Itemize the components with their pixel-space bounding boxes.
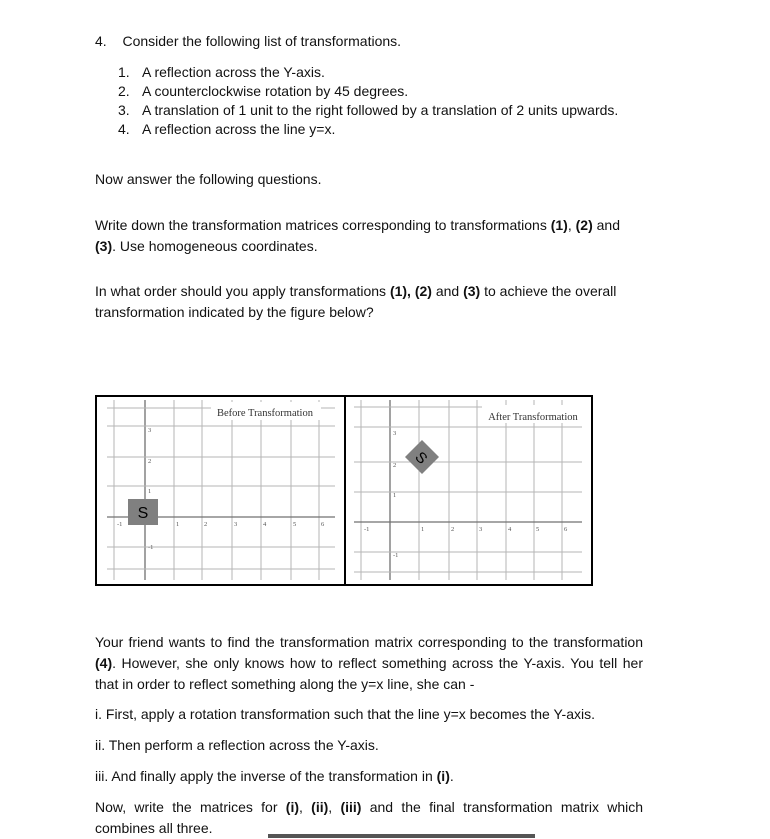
y-tick-label: -1 (393, 552, 399, 559)
question-number: 4. (95, 33, 107, 49)
question-matrices-paragraph: Write down the transformation matrices corresponding to transformations (1), (2) and (3). Use homogeneous coordinates. (95, 217, 620, 254)
before-graph (97, 397, 344, 584)
y-tick-label: -1 (148, 544, 154, 551)
question-intro: Consider the following list of transformations. (122, 33, 402, 49)
before-title: Before Transformation (217, 408, 313, 419)
after-shape-label: S (411, 448, 431, 468)
x-tick-label: -1 (117, 521, 123, 528)
after-tick-labels (364, 430, 568, 559)
x-tick-label: 5 (536, 526, 540, 533)
x-tick-label: 3 (479, 526, 483, 533)
list-item (118, 119, 336, 140)
y-tick-label: 3 (148, 427, 152, 434)
x-tick-label: -1 (364, 526, 370, 533)
x-tick-label: 2 (451, 526, 455, 533)
x-tick-label: 4 (263, 521, 267, 528)
before-panel (97, 397, 344, 584)
list-item (118, 62, 325, 83)
x-tick-label: 6 (321, 521, 325, 528)
list-item-number: 1. (118, 64, 130, 80)
list-item-number: 4. (118, 121, 130, 137)
friend-paragraph: Your friend wants to find the transformation matrix corresponding to the transformation (4). However, she only knows how to reflect something across the Y-axis. You tell her that in order to reflect something along the y=x line, she can - (95, 634, 643, 692)
before-shape-label: S (137, 505, 149, 522)
list-item-text: A reflection across the Y-axis. (142, 64, 325, 80)
list-item-number: 3. (118, 102, 130, 118)
x-tick-label: 1 (421, 526, 425, 533)
list-item-text: A translation of 1 unit to the right followed by a translation of 2 units upwards. (142, 102, 619, 118)
transformation-figure (95, 395, 593, 586)
list-item-text: A reflection across the line y=x. (142, 121, 336, 137)
now-answer-text: Now answer the following questions. (95, 171, 322, 187)
y-tick-label: 3 (393, 430, 397, 437)
before-tick-labels (117, 427, 325, 551)
list-item-text: A counterclockwise rotation by 45 degrees. (142, 83, 409, 99)
list-item-number: 2. (118, 83, 130, 99)
x-tick-label: 4 (508, 526, 512, 533)
after-title: After Transformation (488, 412, 578, 423)
question-order-paragraph: In what order should you apply transformations (1), (2) and (3) to achieve the overall transformation indicated by the figure below? (95, 283, 617, 320)
question-header (95, 31, 401, 52)
final-paragraph: Now, write the matrices for (i), (ii), (iii) and the final transformation matrix which combines all three. (95, 799, 644, 836)
after-panel (346, 397, 591, 584)
before-grid (107, 400, 335, 580)
after-grid (354, 400, 582, 580)
y-tick-label: 2 (393, 462, 397, 469)
y-tick-label: 2 (148, 458, 152, 465)
step-iii: iii. And finally apply the inverse of the transformation in (i). (95, 768, 454, 784)
y-tick-label: 1 (148, 488, 152, 495)
x-tick-label: 6 (564, 526, 568, 533)
page-bottom-bar (268, 834, 535, 838)
x-tick-label: 3 (234, 521, 238, 528)
step-ii: ii. Then perform a reflection across the Y-axis. (95, 737, 379, 753)
after-graph (346, 397, 591, 584)
x-tick-label: 1 (176, 521, 180, 528)
x-tick-label: 2 (204, 521, 208, 528)
list-item (118, 81, 409, 102)
step-i: i. First, apply a rotation transformation such that the line y=x becomes the Y-axis. (95, 706, 595, 722)
x-tick-label: 5 (293, 521, 297, 528)
list-item (118, 100, 619, 121)
y-tick-label: 1 (393, 492, 397, 499)
